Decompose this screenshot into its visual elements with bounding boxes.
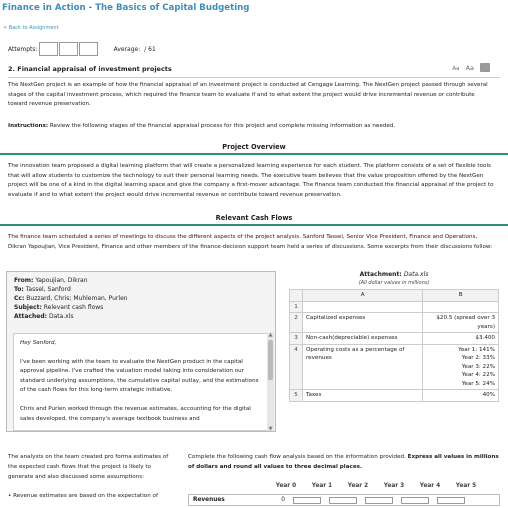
pro-forma-intro [8,452,178,501]
page-title: Finance in Action - The Basics of Capital Budgeting [2,3,250,13]
bullet-text: Revenue estimates are based on the expectation of [13,493,158,499]
attempt-box-1 [39,42,58,56]
row-number: 1 [290,301,303,313]
text-tools [452,63,490,72]
relevant-cash-flows-text: The finance team scheduled a series of meetings to discuss the different aspects of the project analysis. Sanford Tassel, Senior Vice President, Finance and Operations, Dikran Yapoujian, Vice President, Finance and other members of the finance-decision support team held a series of discussions. Some excerpts from their discussions follow: [8,234,493,250]
cell-b: $3.400 [423,333,499,345]
attachment-title [289,271,499,278]
relevant-cash-flows-heading: Relevant Cash Flows [215,214,293,222]
cash-flow-instructions [188,452,500,472]
to-value: Tassel, Sanford [25,286,71,293]
cell-b: $20.5 (spread over 3 years) [423,313,499,333]
row-number: 3 [290,333,303,345]
cell-a: Taxes [303,390,423,402]
instructions-label: Instructions: [8,123,49,129]
table-row [290,333,499,345]
scroll-down-icon[interactable]: ▼ [268,426,273,432]
row-number: 5 [290,390,303,402]
email-paragraph: I've been working with the team to evaluate the NextGen product in the capital approval pipeline. I've crafted the valuation model taking into consideration our standard underlying assumptions, the cumulative capital outlay, and the estimations of the cash flows for this long-term strategic initiative. [20,358,259,394]
table-row [290,344,499,390]
year2-input[interactable] [329,497,357,504]
subject-label: Subject: [14,304,42,311]
subject-value: Relevant cash flows [43,304,104,311]
email-greeting: Hey Sanford, [20,340,57,346]
attempts-label: Attempts: [8,45,38,53]
attached-label: Attached: [14,313,48,320]
column-header: B [423,290,499,302]
printer-icon[interactable] [480,63,490,72]
cell-a: Non-cash(depreciable) expenses [303,333,423,345]
column-header: Year 2 [347,483,369,489]
table-row [290,313,499,333]
attempts-bar [8,42,156,56]
column-header: Year 5 [455,483,477,489]
decrease-text-size-button[interactable]: Aa [452,66,460,72]
cell-a [303,301,423,313]
cash-flow-column-headers [188,483,500,489]
email-scrollbar[interactable] [267,332,274,432]
table-row [290,390,499,402]
cell-a: Capitalized expenses [303,313,423,333]
year1-input[interactable] [293,497,321,504]
increase-text-size-button[interactable]: Aa [465,64,474,72]
scroll-up-icon[interactable]: ▲ [268,332,273,338]
cell-b: Year 1: 141% Year 2: 33% Year 3: 22% Year 4: 22% Year 5: 24% [423,344,499,390]
year0-value: 0 [281,497,285,503]
row-label: Revenues [193,497,225,503]
section-band [0,224,508,226]
average-label: Average: [113,45,141,53]
table-header-row [290,290,499,302]
column-header: A [303,290,423,302]
row-number: 2 [290,313,303,333]
scroll-thumb[interactable] [268,340,273,380]
corner-cell [290,290,303,302]
attempt-box-2 [59,42,78,56]
from-value: Yapoujian, Dikran [35,277,88,284]
to-label: To: [14,286,24,293]
cc-value: Buzzard, Chris; Muhleman, Purlen [26,295,128,302]
column-header: Year 4 [419,483,441,489]
attached-value: Data.xls [48,313,74,320]
list-item: • Revenue estimates are based on the expectation of [8,493,158,499]
instructions-text: Review the following stages of the financial appraisal process for this project and complete missing information as needed. [48,123,396,129]
attachment-subtitle: (All dollar values in millions) [358,280,430,286]
table-row [290,301,499,313]
revenues-row [188,494,500,506]
column-header: Year 3 [383,483,405,489]
email-paragraph: Chris and Purlen worked through the revenue estimates, accounting for the digital sales developed, the company's average textbook business and [20,405,251,422]
column-header: Year 0 [275,483,297,489]
column-header: Year 1 [311,483,333,489]
email-header [7,272,275,323]
attachment-label: Attachment: [359,271,402,278]
question-intro: The NextGen project is an example of how the financial appraisal of an investment project is conducted at Cengage Learning. The NextGen project passed through several stages of the capital investment process, which required the finance team to evaluate if and to what extent the project would drive incremental revenue or contribute toward revenue preservation. [8,82,488,107]
row-number: 4 [290,344,303,390]
spacer [188,483,268,489]
cell-b [423,301,499,313]
year4-input[interactable] [401,497,429,504]
cell-a: Operating costs as a percentage of revenues [303,344,423,390]
question-title: 2. Financial appraisal of investment projects [8,65,172,73]
cash-flow-instruction-bold: Express all values in millions of dollars and round all values to three decimal places. [188,454,499,470]
year3-input[interactable] [365,497,393,504]
pro-forma-text: The analysts on the team created pro forma estimates of the expected cash flows that the project is likely to generate and also discussed some assumptions: [8,454,169,480]
cc-label: Cc: [14,295,25,302]
project-overview-text: The innovation team proposed a digital learning platform that will create a personalized learning experience for each student. The platform consists of a set of flexible tools that will allow students to customize the technology to suit their personal learning needs. The executive team believes that the value proposition offered by the NextGen project will be one of a kind in the digital learning space and give the company a first-mover advantage. The finance team conducted the financial appraisal of the project to evaluate if and to what extent the project would drive incremental revenue or contribute toward revenue preservation. [8,163,494,198]
cash-flow-instruction-text: Complete the following cash flow analysis based on the information provided. [188,454,408,460]
attachment-file: Data.xls [403,271,429,278]
divider [8,77,500,78]
project-overview-heading: Project Overview [222,143,286,151]
attachment-panel [289,271,499,402]
back-to-assignment-link[interactable]: < Back to Assignment [3,25,59,31]
instructions [8,122,494,132]
year5-input[interactable] [437,497,465,504]
average-value: / 61 [144,45,156,53]
from-label: From: [14,277,34,284]
section-band [0,153,508,155]
attempt-box-3 [79,42,98,56]
attachment-table [289,289,499,402]
email-body[interactable] [13,333,268,431]
cell-b: 40% [423,390,499,402]
email-panel [6,271,276,432]
